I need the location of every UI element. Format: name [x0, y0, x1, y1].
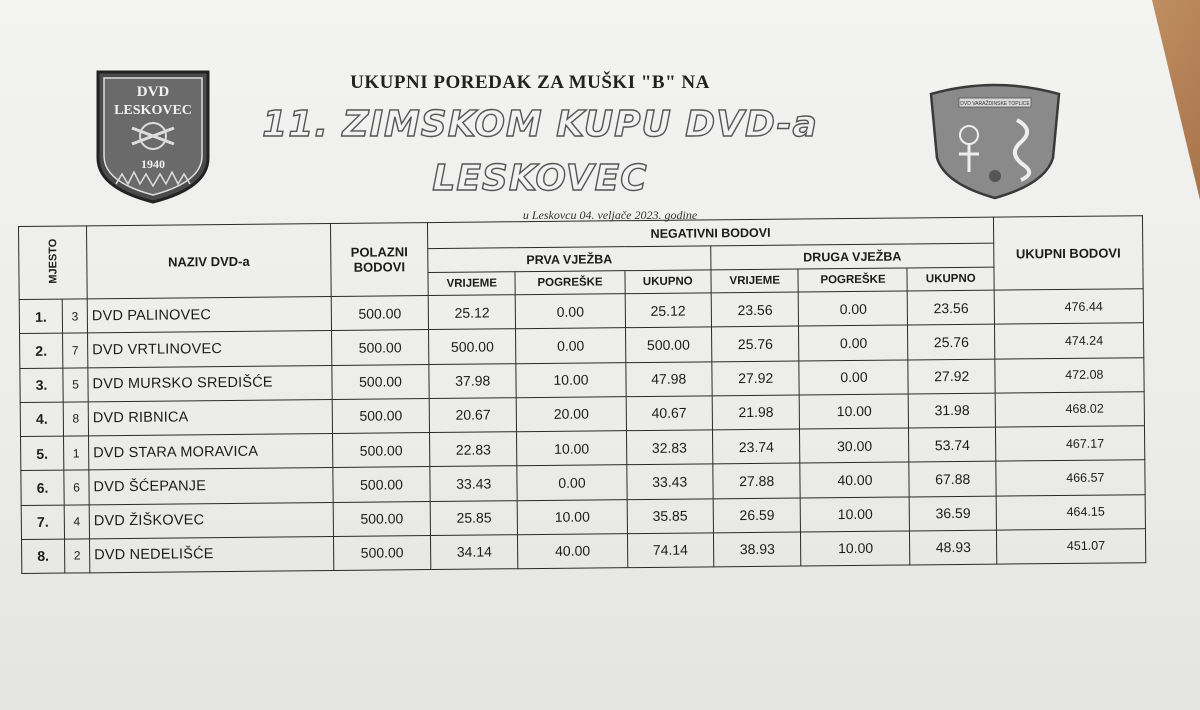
sum2-cell: 36.59	[910, 496, 997, 531]
time2-cell: 26.59	[713, 498, 801, 533]
team-name-cell: DVD NEDELIŠĆE	[90, 536, 334, 573]
time1-cell: 34.14	[430, 534, 518, 569]
place-cell: 3.	[20, 368, 63, 403]
place-cell: 1.	[19, 299, 62, 334]
team-name-cell: DVD RIBNICA	[88, 399, 332, 436]
title-line1: UKUPNI POREDAK ZA MUŠKI "B" NA	[350, 72, 710, 93]
total-cell: 466.57	[996, 460, 1145, 496]
total-cell: 472.08	[995, 357, 1144, 393]
dvd-varazdinske-toplice-logo	[925, 80, 1065, 202]
base-points-cell: 500.00	[332, 330, 429, 365]
start-number-cell: 7	[63, 333, 88, 367]
total-cell: 467.17	[995, 426, 1144, 462]
header-second-exercise: DRUGA VJEŽBA	[711, 243, 994, 270]
logo-right-banner: DVD VARAŽDINSKE TOPLICE	[960, 101, 1030, 107]
base-points-cell: 500.00	[331, 296, 428, 331]
base-points-cell: 500.00	[332, 364, 429, 399]
header-first-exercise: PRVA VJEŽBA	[428, 246, 711, 273]
team-name-cell: DVD ŠĆEPANJE	[89, 468, 333, 505]
header-negative-points: NEGATIVNI BODOVI	[427, 217, 993, 248]
total-cell: 451.07	[996, 528, 1145, 564]
sum2-cell: 27.92	[908, 359, 995, 394]
team-name-cell: DVD MURSKO SREDIŠĆE	[88, 365, 332, 402]
results-table-wrapper	[18, 215, 1146, 574]
header-sum-2: UKUPNO	[907, 267, 994, 291]
sum2-cell: 67.88	[909, 461, 996, 496]
sum2-cell: 25.76	[908, 324, 995, 359]
errors2-cell: 0.00	[799, 325, 908, 360]
time1-cell: 37.98	[429, 363, 517, 398]
base-points-cell: 500.00	[333, 433, 430, 468]
sum1-cell: 40.67	[626, 396, 713, 431]
header-time-2: VRIJEME	[711, 269, 799, 293]
subtitle-date: u Leskovcu 04. veljače 2023. godine	[522, 208, 698, 222]
base-points-cell: 500.00	[333, 501, 430, 536]
base-points-cell: 500.00	[332, 398, 429, 433]
time2-cell: 23.74	[712, 429, 800, 464]
errors1-cell: 10.00	[516, 362, 625, 397]
place-cell: 8.	[22, 539, 65, 574]
header-errors-1: POGREŠKE	[515, 271, 624, 295]
time2-cell: 21.98	[712, 395, 800, 430]
time1-cell: 20.67	[429, 397, 517, 432]
title-line2: 11. ZIMSKOM KUPU DVD-a	[262, 104, 818, 145]
start-number-cell: 5	[63, 367, 88, 401]
sum1-cell: 32.83	[626, 430, 713, 465]
time2-cell: 38.93	[713, 532, 801, 567]
place-cell: 5.	[21, 436, 64, 471]
results-table	[18, 215, 1146, 574]
errors1-cell: 0.00	[517, 465, 626, 500]
logo-left-year: 1940	[141, 157, 165, 171]
header-place: MJESTO	[19, 226, 88, 300]
time2-cell: 27.88	[713, 463, 801, 498]
header-name: NAZIV DVD-a	[87, 224, 332, 299]
base-points-cell: 500.00	[333, 467, 430, 502]
time1-cell: 22.83	[430, 432, 518, 467]
header-total-points: UKUPNI BODOVI	[993, 216, 1143, 290]
team-name-cell: DVD STARA MORAVICA	[89, 433, 333, 470]
errors1-cell: 0.00	[516, 328, 625, 363]
time1-cell: 25.12	[428, 295, 516, 330]
header-errors-2: POGREŠKE	[798, 268, 907, 292]
sum2-cell: 31.98	[909, 393, 996, 428]
errors2-cell: 0.00	[799, 291, 908, 326]
errors2-cell: 10.00	[801, 496, 910, 531]
start-number-cell: 8	[63, 402, 88, 436]
total-cell: 464.15	[996, 494, 1145, 530]
sum1-cell: 500.00	[625, 327, 712, 362]
start-number-cell: 2	[65, 539, 90, 573]
team-name-cell: DVD ŽIŠKOVEC	[89, 502, 333, 539]
time1-cell: 33.43	[430, 466, 518, 501]
title-line3: LESKOVEC	[432, 158, 648, 199]
errors1-cell: 40.00	[518, 533, 627, 568]
sum2-cell: 53.74	[909, 427, 996, 462]
sum1-cell: 47.98	[625, 361, 712, 396]
sum1-cell: 33.43	[626, 464, 713, 499]
start-number-cell: 1	[64, 436, 89, 470]
time2-cell: 27.92	[712, 361, 800, 396]
logo-left-line1: DVD	[136, 84, 170, 100]
sum2-cell: 48.93	[910, 530, 997, 565]
header-start-points: POLAZNI BODOVI	[330, 223, 428, 297]
time2-cell: 25.76	[711, 326, 799, 361]
start-number-cell: 3	[62, 299, 87, 333]
place-cell: 2.	[20, 333, 63, 368]
place-cell: 7.	[21, 505, 64, 540]
place-cell: 6.	[21, 470, 64, 505]
time1-cell: 25.85	[430, 500, 518, 535]
errors1-cell: 20.00	[517, 396, 626, 431]
errors2-cell: 10.00	[801, 531, 910, 566]
team-name-cell: DVD VRTLINOVEC	[88, 331, 332, 368]
errors2-cell: 0.00	[799, 359, 908, 394]
sum1-cell: 74.14	[627, 533, 714, 568]
logo-left-line2: LESKOVEC	[114, 103, 192, 118]
total-cell: 474.24	[994, 323, 1143, 359]
sum1-cell: 35.85	[627, 498, 714, 533]
errors1-cell: 10.00	[518, 499, 627, 534]
base-points-cell: 500.00	[333, 535, 430, 570]
errors2-cell: 30.00	[800, 428, 909, 463]
time1-cell: 500.00	[429, 329, 517, 364]
errors1-cell: 0.00	[516, 294, 625, 329]
total-cell: 476.44	[994, 289, 1143, 325]
header-sum-1: UKUPNO	[624, 270, 711, 294]
time2-cell: 23.56	[711, 292, 799, 327]
errors1-cell: 10.00	[517, 431, 626, 466]
sum1-cell: 25.12	[625, 293, 712, 328]
errors2-cell: 40.00	[800, 462, 909, 497]
header-time-1: VRIJEME	[428, 272, 516, 296]
sum2-cell: 23.56	[908, 290, 995, 325]
start-number-cell: 4	[64, 504, 89, 538]
errors2-cell: 10.00	[800, 394, 909, 429]
start-number-cell: 6	[64, 470, 89, 504]
total-cell: 468.02	[995, 391, 1144, 427]
dvd-leskovec-logo	[92, 66, 214, 206]
place-cell: 4.	[20, 402, 63, 437]
team-name-cell: DVD PALINOVEC	[87, 296, 331, 333]
